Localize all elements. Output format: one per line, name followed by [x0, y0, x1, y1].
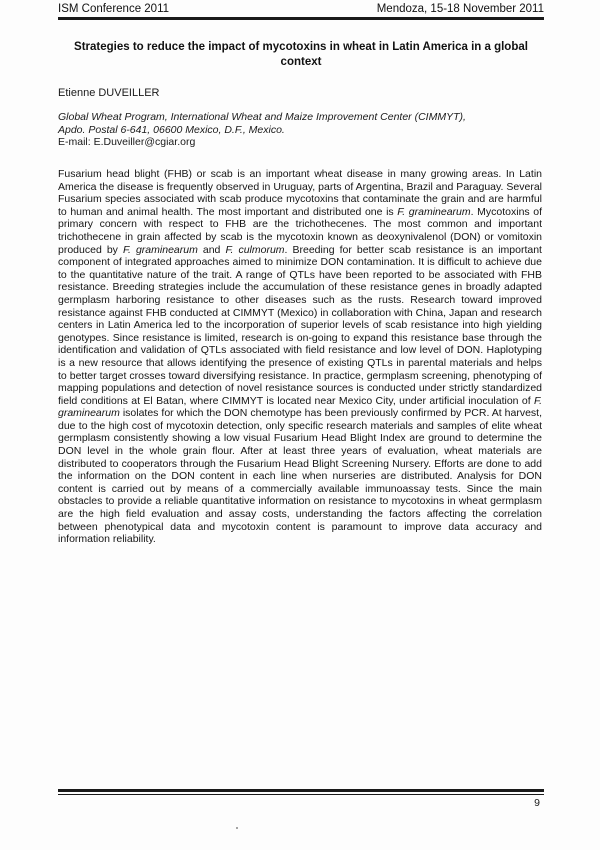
- abstract-text: . Mycotoxins of primary concern with respect to FHB are the trichothecenes. The most common and important trichothecene in grain affected by scab is the mycotoxin known as deoxynivalenol (DON) or vomitoxin produced by: [58, 205, 542, 256]
- species-name: F. graminearum: [397, 205, 471, 218]
- header-rule: [58, 17, 544, 20]
- abstract-body: [58, 168, 542, 546]
- abstract-text: and: [197, 243, 226, 256]
- footer-rule: [58, 789, 544, 792]
- abstract-text: isolates for which the DON chemotype has been previously confirmed by PCR. At harvest, due to the high cost of mycotoxin detection, only specific research materials and samples of elite wheat germplasm consistently showing a low visual Fusarium Head Blight Index are ground to determine the DON level in the whole grain flour. After at least three years of evaluation, wheat materials are distributed to cooperators through the Fusarium Head Blight Screening Nursery. Efforts are done to add the information on the DON content in each line when nurseries are distributed. Analysis for DON content is carried out by means of a commercially available immunoassay tests. Since the main obstacles to provide a reliable quantitative information on resistance to mycotoxins in wheat germplasm are the high field evaluation and assay costs, understanding the factors affecting the correlation between phenotypical data and mycotoxin content is paramount to improve data accuracy and information reliability.: [58, 407, 542, 546]
- scan-speck: [236, 827, 238, 829]
- footer-rule-thin: [58, 794, 544, 795]
- abstract-text: . Breeding for better scab resistance is an important component of integrated approaches aimed to minimize DON contamination. It is difficult to achieve due to the quantitative nature of the trait. A range of QTLs have been reported to be associated with FHB resistance. Breeding strategies include the accumulation of these resistance genes in broadly adapted germplasm harboring resistance to other diseases such as the rusts. Research toward improved resistance against FHB conducted at CIMMYT (Mexico) in collaboration with China, Japan and research centers in Latin America led to the incorporation of superior levels of scab resistance into high yielding genotypes. Since resistance is limited, research is on-going to expand this resistance base through the identification and validation of QTLs associated with field resistance and low level of DON. Haplotyping is a new resource that allows identifying the presence of existing QTLs in parental materials and helps to better target crosses toward diversifying resistance. In practice, germplasm screening, phenotyping of mapping populations and detection of novel resistance sources is conducted under strictly standardized field conditions at El Batan, where CIMMYT is located near Mexico City, under artificial inoculation of: [58, 243, 542, 407]
- paper-title: Strategies to reduce the impact of mycotoxins in wheat in Latin America in a global context: [74, 41, 528, 68]
- species-name: F. graminearum: [58, 394, 542, 420]
- conference-name: ISM Conference 2011: [58, 3, 170, 15]
- affiliation-line-2: Apdo. Postal 6-641, 06600 Mexico, D.F., Mexico.: [58, 123, 285, 136]
- affiliation-line-1: Global Wheat Program, International Wheat and Maize Improvement Center (CIMMYT),: [58, 111, 466, 123]
- author-affiliation: [58, 111, 544, 149]
- species-name: F. culmorum: [225, 243, 285, 256]
- conference-location-date: Mendoza, 15-18 November 2011: [376, 3, 544, 15]
- species-name: F. graminearum: [122, 243, 198, 256]
- abstract-text: Fusarium head blight (FHB) or scab is an important wheat disease in many growing areas. In Latin America the disease is frequently observed in Uruguay, parts of Argentina, Brazil and Paraguay. Several Fusarium species associated with scab produce mycotoxins that contaminate the grain and are harmful to human and animal health. The most important and distributed one is: [58, 168, 542, 218]
- running-header: [58, 0, 544, 17]
- author-email: E-mail: E.Duveiller@cgiar.org: [58, 136, 196, 148]
- page-number: 9: [534, 797, 540, 809]
- author-name: Etienne DUVEILLER: [58, 87, 160, 99]
